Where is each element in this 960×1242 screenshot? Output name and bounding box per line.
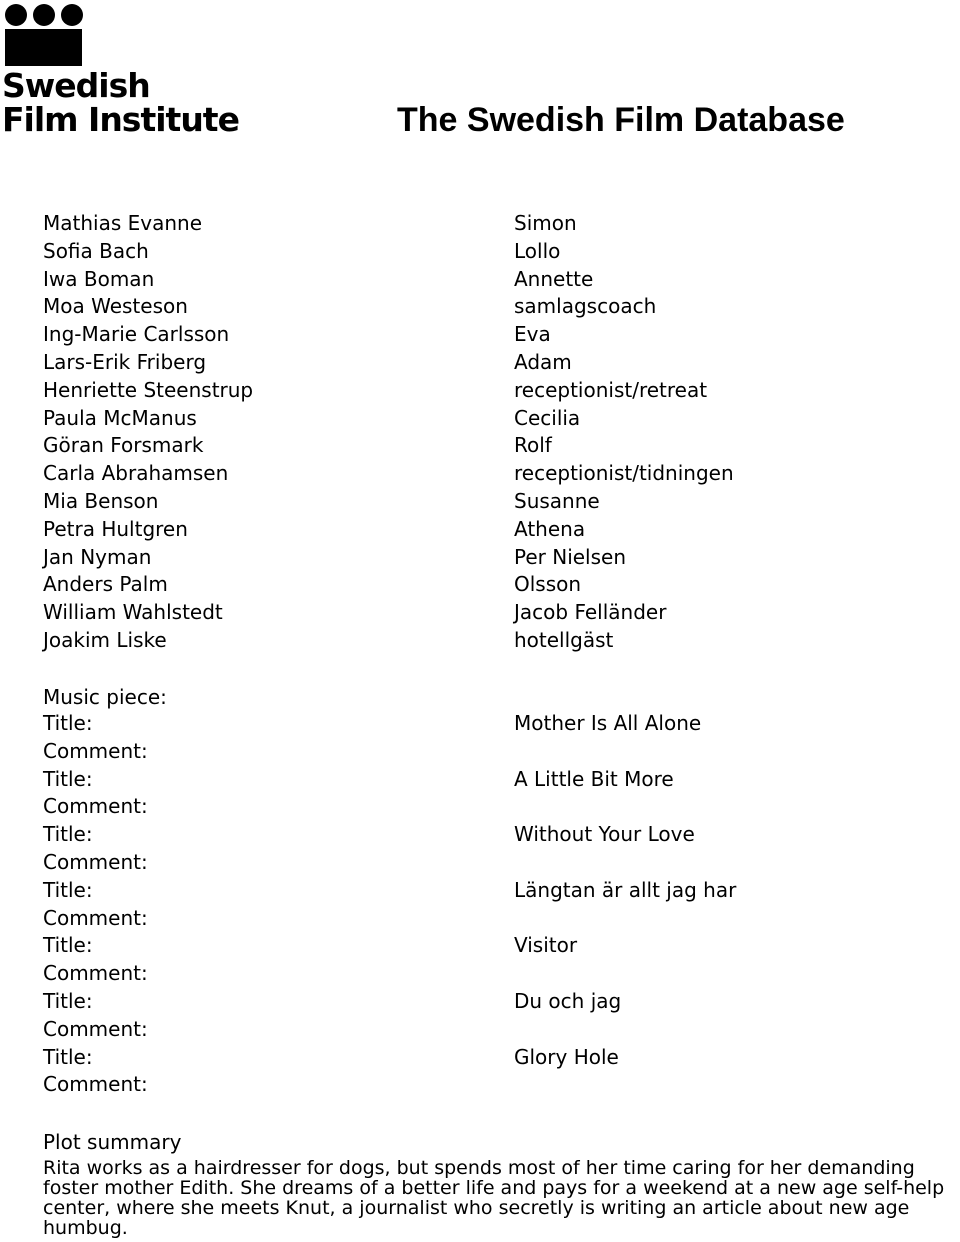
cast-role: samlagscoach [514,294,657,319]
music-title-label: Title: [43,766,93,791]
cast-names-column [43,210,253,655]
music-comment [514,1016,736,1044]
cast-name: Petra Hultgren [43,516,188,541]
music-title: Mother Is All Alone [514,711,702,735]
cast-role: hotellgäst [514,627,614,652]
logo-line-1: Swedish [2,66,150,105]
music-labels-column [43,710,148,1099]
music-titles-column [514,710,736,1099]
cast-role: Jacob Felländer [514,600,667,625]
cast-role: Eva [514,322,551,347]
cast-role: Annette [514,266,594,291]
cast-name: Ing-Marie Carlsson [43,322,230,347]
logo-dot [61,4,83,26]
music-title-label: Title: [43,1044,93,1069]
cast-name: Henriette Steenstrup [43,377,254,402]
cast-name: Lars-Erik Friberg [43,349,207,374]
cast-name: Anders Palm [43,572,168,597]
cast-name: Jan Nyman [43,544,152,569]
music-comment [514,960,736,988]
cast-role: Cecilia [514,405,581,430]
cast-role: Athena [514,516,586,541]
cast-role: Simon [514,211,577,235]
music-comment-label: Comment: [43,961,148,986]
cast-role: receptionist/retreat [514,377,708,402]
music-title-label: Title: [43,711,93,735]
cast-role: Rolf [514,433,552,458]
plot-summary-text: Rita works as a hairdresser for dogs, but spends most of her time caring for her demanding foster mother Edith. She dreams of a better life and pays for a weekend at a new age self-help center, where she meets Knut, a journalist who secretly is writing an article about new age humbug. [43,1157,945,1239]
cast-name: Sofia Bach [43,238,149,263]
music-title: Without Your Love [514,822,695,847]
music-section-heading: Music piece: [43,685,167,709]
logo-dot [5,4,27,26]
cast-role: Susanne [514,488,600,513]
cast-roles-column [514,210,734,655]
cast-role: Adam [514,349,572,374]
cast-name: William Wahlstedt [43,600,223,625]
music-title-label: Title: [43,877,93,902]
music-comment-label: Comment: [43,905,148,930]
plot-summary-heading: Plot summary [43,1130,182,1154]
cast-name: Mathias Evanne [43,211,203,235]
music-comment [514,905,736,933]
music-title: Längtan är allt jag har [514,877,737,902]
music-comment [514,738,736,766]
cast-role: receptionist/tidningen [514,461,734,486]
music-title: Visitor [514,933,578,958]
music-title-label: Title: [43,988,93,1013]
music-title-label: Title: [43,822,93,847]
cast-name: Moa Westeson [43,294,188,319]
cast-name: Paula McManus [43,405,197,430]
music-title: A Little Bit More [514,766,674,791]
music-comment-label: Comment: [43,1016,148,1041]
music-title: Du och jag [514,988,622,1013]
music-comment-label: Comment: [43,849,148,874]
swedish-film-institute-logo [2,2,239,142]
music-comment-label: Comment: [43,1072,148,1097]
page-title: The Swedish Film Database [397,101,845,139]
cast-name: Joakim Liske [43,627,167,652]
cast-role: Lollo [514,238,561,263]
music-comment-label: Comment: [43,794,148,819]
logo-square [5,29,82,66]
logo-dot [33,4,55,26]
music-comment-label: Comment: [43,738,148,763]
cast-role: Per Nielsen [514,544,627,569]
music-comment [514,849,736,877]
cast-name: Iwa Boman [43,266,155,291]
music-title-label: Title: [43,933,93,958]
music-title: Glory Hole [514,1044,619,1069]
music-comment [514,1071,736,1099]
music-comment [514,793,736,821]
cast-role: Olsson [514,572,582,597]
logo-line-2: Film Institute [2,100,239,139]
cast-name: Carla Abrahamsen [43,461,229,486]
cast-name: Mia Benson [43,488,159,513]
cast-name: Göran Forsmark [43,433,204,458]
